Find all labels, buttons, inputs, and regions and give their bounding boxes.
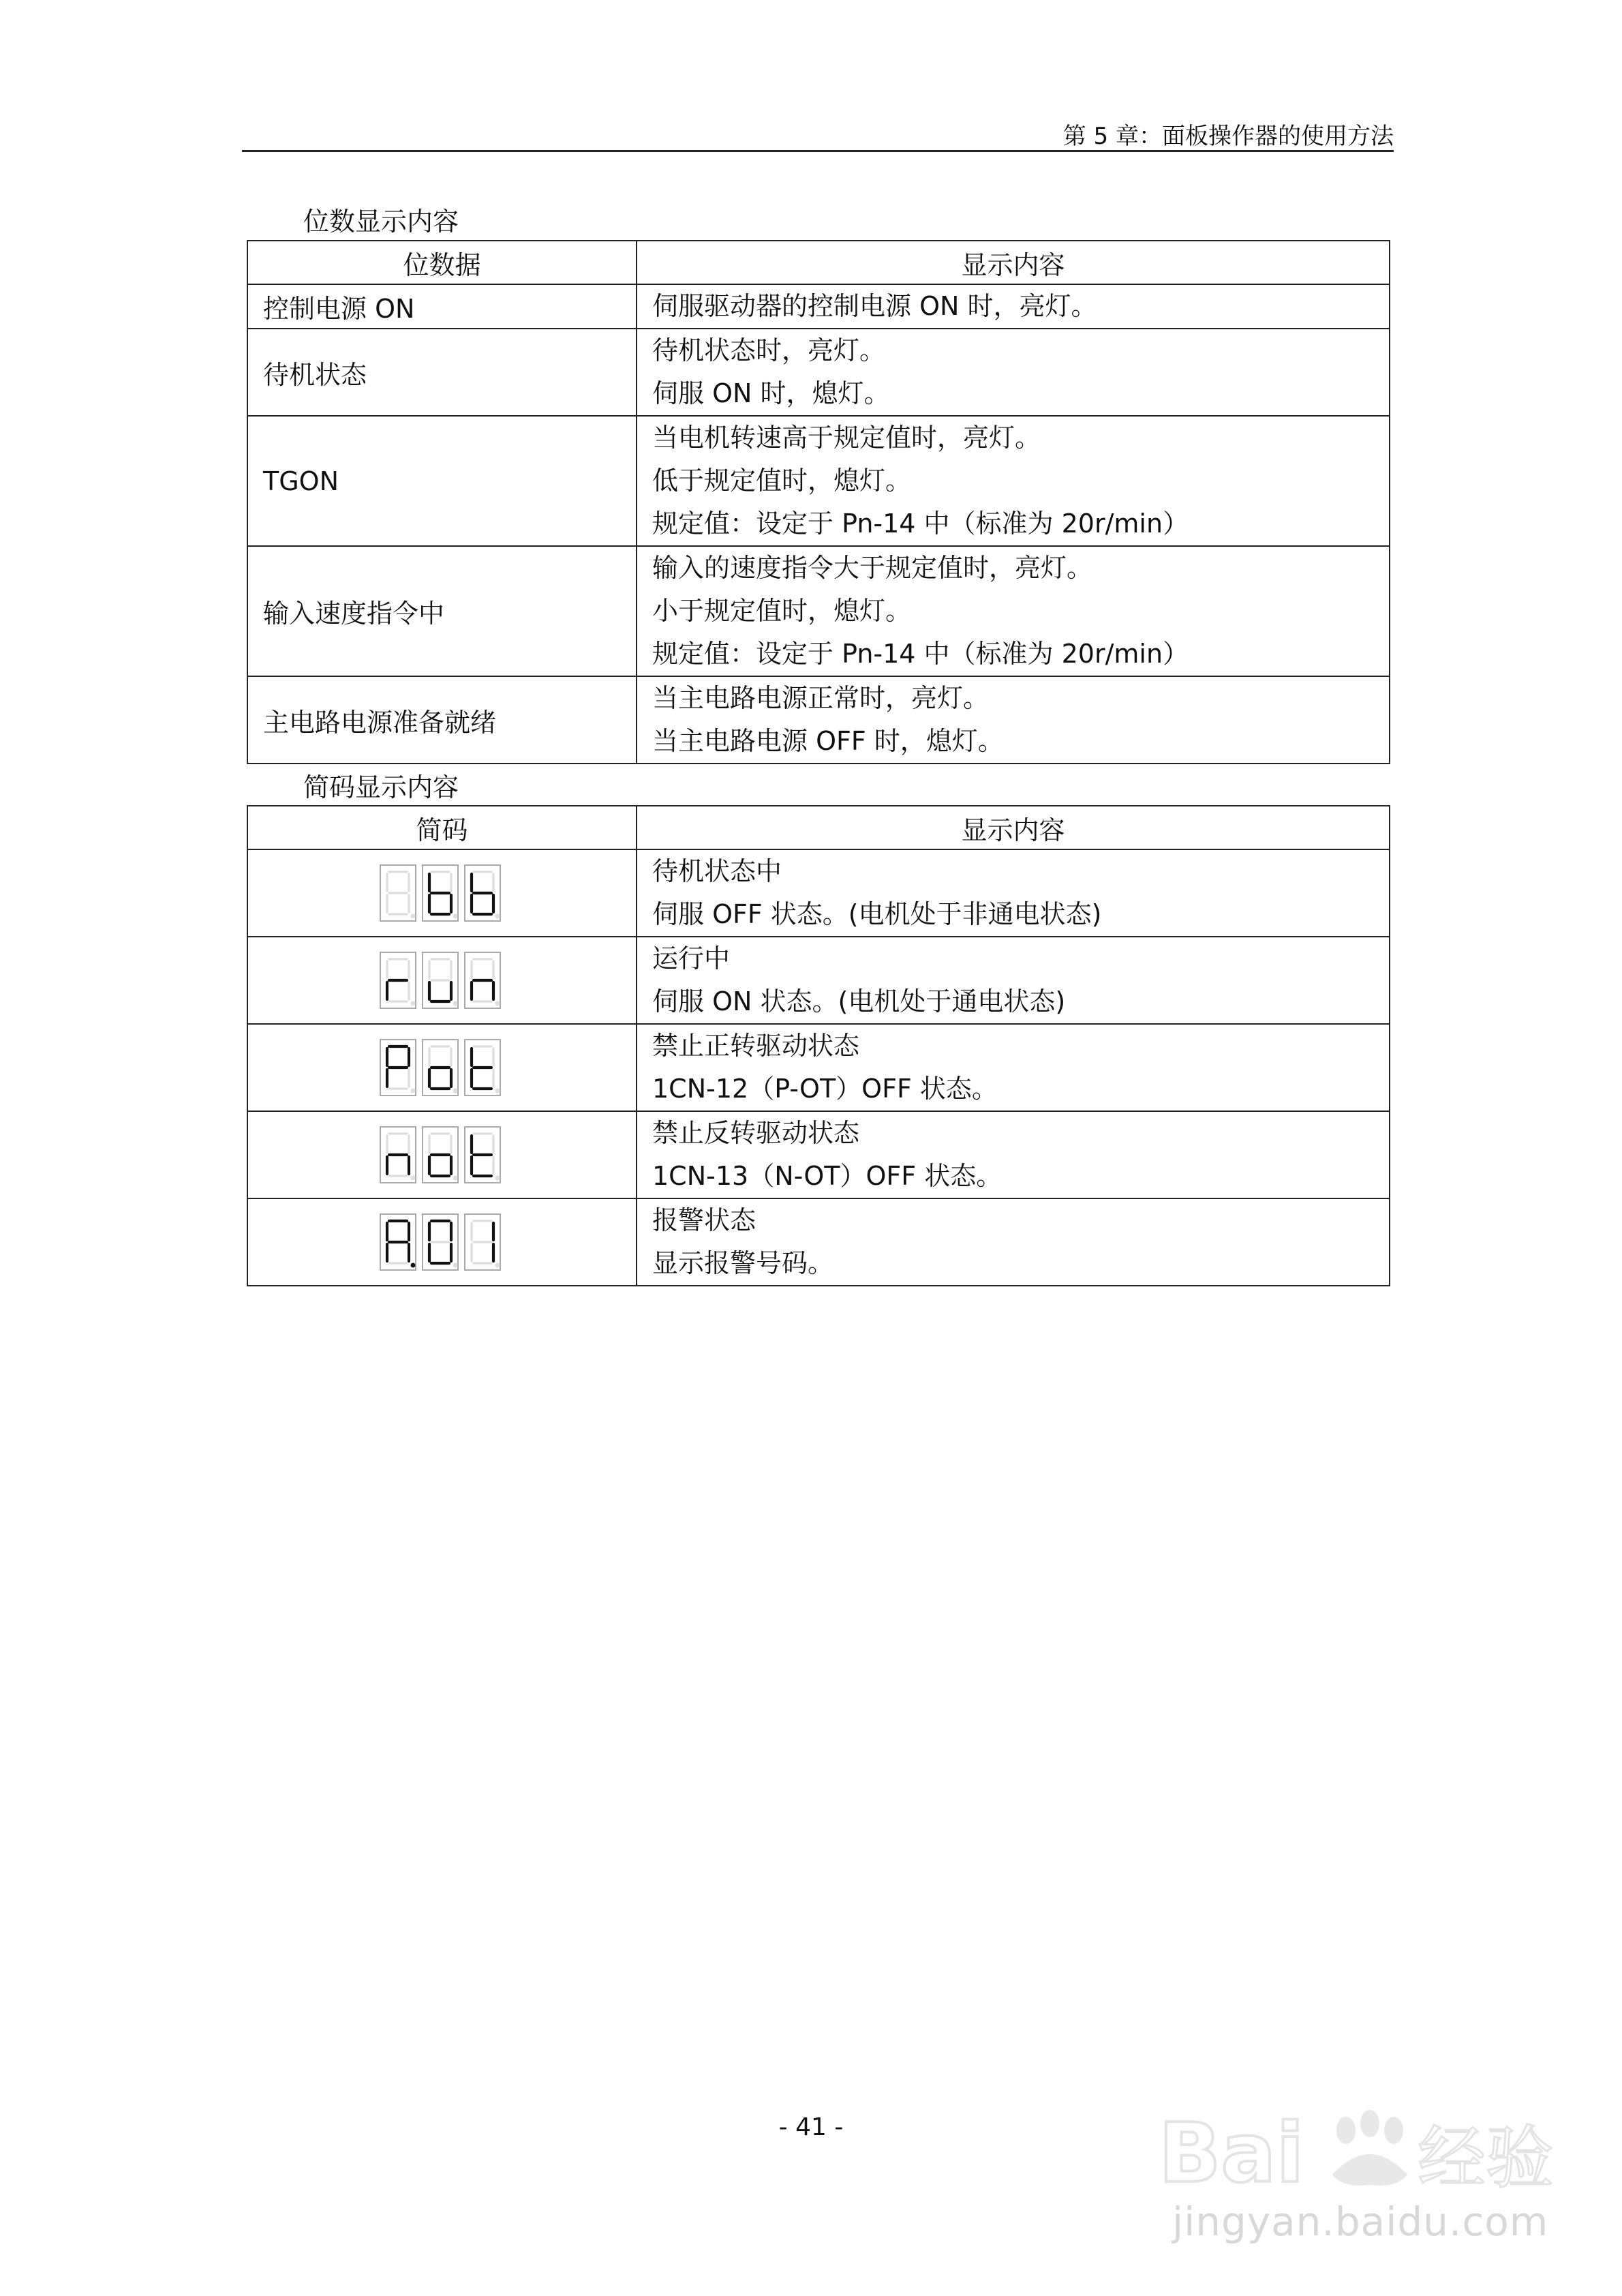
header-bit-data: 位数据 [247,241,637,284]
table-header-row [247,806,1390,849]
table-row [247,284,1390,329]
code-cell [247,1198,637,1286]
decimal-point [410,1089,415,1093]
table-row [247,849,1390,937]
description-line: 当电机转速高于规定值时，亮灯。 [652,423,1041,453]
table-row [247,546,1390,676]
table-row [247,937,1390,1024]
table-header-row [247,241,1390,284]
seven-segment-display [378,1037,507,1098]
description-line: 输入的速度指令大于规定值时，亮灯。 [652,553,1093,583]
seven-segment-display [378,1211,507,1273]
description-line: 低于规定值时，熄灯。 [652,466,912,496]
decimal-point [453,1001,457,1006]
decimal-point [495,1263,500,1268]
description-line: 规定值：设定于 Pn-14 中（标准为 20r/min） [652,639,1189,669]
bit-description [637,329,1390,416]
code-description [637,937,1390,1024]
description-line: 待机状态时，亮灯。 [652,335,886,365]
description-line: 报警状态 [652,1205,756,1235]
seven-segment-display [378,862,507,924]
decimal-point [453,1263,457,1268]
decimal-point [410,1001,415,1006]
table-row [247,1111,1390,1198]
bit-display-table [247,240,1390,764]
bit-name: 主电路电源准备就绪 [247,676,637,764]
description-line: 伺服驱动器的控制电源 ON 时，亮灯。 [652,291,1097,321]
description-line: 当主电路电源 OFF 时，熄灯。 [652,726,1004,756]
code-display-table [247,805,1390,1286]
decimal-point [495,1176,500,1181]
header-display-content: 显示内容 [637,241,1390,284]
seven-segment-display [378,950,507,1011]
description-line: 伺服 ON 状态。(电机处于通电状态) [652,986,1066,1016]
page-header [242,115,1394,152]
page-number: - 41 - [778,2113,844,2141]
decimal-point [495,1089,500,1093]
section-title-bit-display: 位数显示内容 [303,207,459,237]
seven-segment-display [378,1124,507,1185]
description-line: 待机状态中 [652,856,782,886]
code-description [637,1111,1390,1198]
bit-name: TGON [247,416,637,546]
table-row [247,1198,1390,1286]
section-title-code-display: 简码显示内容 [303,772,459,802]
description-line: 小于规定值时，熄灯。 [652,596,912,626]
description-line: 禁止反转驱动状态 [652,1118,860,1148]
svg-text:经验: 经验 [1418,2118,1554,2198]
watermark-url: jingyan.baidu.com [1172,2199,1549,2245]
decimal-point [410,1263,415,1268]
table-row [247,676,1390,764]
description-line: 显示报警号码。 [652,1248,834,1278]
description-line: 当主电路电源正常时，亮灯。 [652,683,990,713]
decimal-point [410,914,415,919]
svg-text:Bai: Bai [1159,2106,1304,2201]
decimal-point [453,1176,457,1181]
code-description [637,1198,1390,1286]
decimal-point [453,1089,457,1093]
header-code: 简码 [247,806,637,849]
bit-description [637,284,1390,329]
description-line: 规定值：设定于 Pn-14 中（标准为 20r/min） [652,509,1189,539]
table-row [247,416,1390,546]
bit-description [637,546,1390,676]
description-line: 运行中 [652,943,731,973]
code-cell [247,937,637,1024]
code-description [637,849,1390,937]
decimal-point [410,1176,415,1181]
description-line: 伺服 ON 时，熄灯。 [652,378,890,408]
description-line: 伺服 OFF 状态。(电机处于非通电状态) [652,899,1102,929]
code-cell [247,1111,637,1198]
decimal-point [495,914,500,919]
bit-description [637,416,1390,546]
description-line: 禁止正转驱动状态 [652,1031,860,1061]
bit-name: 待机状态 [247,329,637,416]
bit-description [637,676,1390,764]
bit-name: 输入速度指令中 [247,546,637,676]
chapter-title: 第 5 章：面板操作器的使用方法 [1062,123,1394,150]
header-display-content: 显示内容 [637,806,1390,849]
code-description [637,1024,1390,1111]
description-line: 1CN-12（P-OT）OFF 状态。 [652,1074,998,1104]
bit-name: 控制电源 ON [247,284,637,329]
code-cell [247,1024,637,1111]
description-line: 1CN-13（N-OT）OFF 状态。 [652,1161,1003,1191]
decimal-point [495,1001,500,1006]
code-cell [247,849,637,937]
table-row [247,1024,1390,1111]
decimal-point [453,914,457,919]
table-row [247,329,1390,416]
